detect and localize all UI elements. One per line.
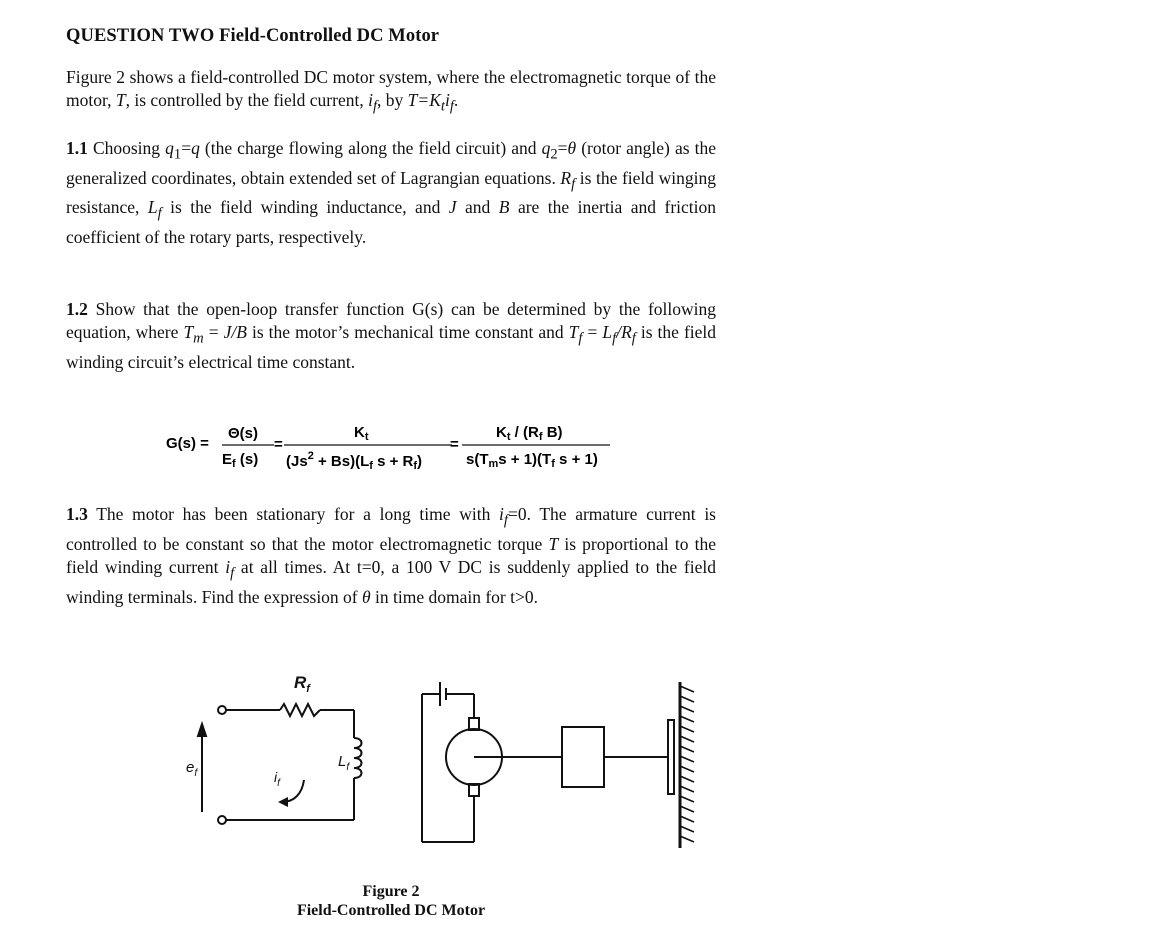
var-J-over-B: J/B xyxy=(223,322,247,343)
inertia-load xyxy=(562,727,604,787)
transfer-function-equation xyxy=(166,418,726,480)
eq-frac1-num: Θ(s) xyxy=(228,425,258,442)
var-i: i xyxy=(499,504,504,524)
sub-f: f xyxy=(157,205,162,222)
var-i: i xyxy=(225,556,231,577)
sub-f: f xyxy=(372,98,378,115)
var-T: T xyxy=(568,322,579,343)
q-text: Choosing xyxy=(87,138,166,158)
sub-f: f xyxy=(612,330,617,347)
wall-hatching xyxy=(680,686,694,842)
motor-circuit-figure xyxy=(186,662,712,868)
var-theta: θ xyxy=(567,138,577,158)
var-T: T xyxy=(115,90,126,111)
friction-damper xyxy=(668,720,674,794)
q-text: in time domain for t>0. xyxy=(370,586,538,607)
q-text: and xyxy=(456,197,499,218)
terminal-bottom xyxy=(218,816,226,824)
sub-m: m xyxy=(193,330,204,347)
q-text: (rotor angle) as the generalized coordinates, obtain extended set of Lagrangian equations. xyxy=(66,138,716,188)
q-text: are the inertia and friction coefficient of the rotary parts, respectively. xyxy=(66,197,717,248)
var-T: T xyxy=(183,322,194,343)
q-text: is the motor’s mechanical time constant and xyxy=(246,322,569,343)
question-1-2 xyxy=(66,298,716,374)
var-T: T xyxy=(407,90,418,111)
q-text: = xyxy=(181,138,192,158)
var-J: J xyxy=(448,197,457,218)
var-R: R xyxy=(560,167,572,188)
var-theta: θ xyxy=(362,586,371,607)
sub-f: f xyxy=(503,512,508,529)
sub-f: f xyxy=(578,330,583,347)
sub-f: f xyxy=(449,98,454,115)
q-text: is the field winging resistance, xyxy=(66,167,716,218)
q-text: at all times. At t=0, a 100 V DC is suddenly applied to the field winding terminals. Find the expression of xyxy=(66,556,716,607)
intro-text: Figure 2 shows a field-controlled DC motor system, where the electromagnetic torque of the motor, xyxy=(66,67,716,111)
eq-frac3-den: $s(T_ms + 1)(T_f$ s + 1) xyxy=(466,451,598,470)
question-heading: QUESTION TWO Field-Controlled DC Motor xyxy=(66,26,440,46)
label-lf: $L_f$ xyxy=(338,753,350,773)
eq-frac3-num: $K_t / (R_f$ B) xyxy=(496,424,563,443)
q-text: is the field winding inductance, and xyxy=(161,197,449,218)
q-text: = xyxy=(582,322,603,343)
intro-paragraph xyxy=(66,66,716,119)
eq-equals: = xyxy=(274,436,283,453)
intro-text: , is controlled by the field current, xyxy=(125,90,369,111)
sub-2: 2 xyxy=(550,146,558,163)
q-text: = xyxy=(203,322,224,343)
var-T: T xyxy=(548,533,559,554)
label-ef: $e_f$ xyxy=(186,759,198,779)
intro-text: . xyxy=(453,90,459,111)
q-text: (the charge flowing along the field circuit) and xyxy=(199,138,542,158)
var-K: =K xyxy=(417,90,441,111)
var-i: i xyxy=(444,90,450,111)
eq-frac2-den: $(Js^2 + Bs)(L_f$ $s + R_f$) xyxy=(286,450,423,472)
var-L: L xyxy=(602,322,613,343)
sub-f: f xyxy=(230,565,235,582)
var-B: B xyxy=(498,197,510,218)
arrow-head xyxy=(198,724,206,736)
sub-f: f xyxy=(631,330,636,347)
sub-1: 1 xyxy=(173,146,182,163)
q-text: =0. The armature current is controlled to be constant so that the motor electromagnetic torque xyxy=(66,504,716,554)
question-number: 1.3 xyxy=(66,504,88,524)
sub-t: t xyxy=(440,98,445,115)
var-q: q xyxy=(541,138,551,158)
question-number: 1.2 xyxy=(66,299,88,319)
question-number: 1.1 xyxy=(66,138,88,158)
figure-caption-title: Field-Controlled DC Motor xyxy=(296,902,486,919)
var-q: q xyxy=(165,138,174,158)
arrow-head xyxy=(278,797,288,807)
intro-text: , by xyxy=(377,90,408,111)
eq-equals: = xyxy=(450,436,459,453)
var-i: i xyxy=(368,90,373,111)
eq-lhs: G(s) = xyxy=(166,435,209,452)
question-1-3 xyxy=(66,503,716,609)
var-L: L xyxy=(147,197,158,218)
q-text: = xyxy=(557,138,568,158)
var-R: R xyxy=(621,322,632,343)
eq-frac1-den: $E_f$ (s) xyxy=(222,451,259,470)
question-1-1 xyxy=(66,137,716,249)
figure-caption-number: Figure 2 xyxy=(362,883,420,900)
q-text: is the field winding circuit’s electrical time constant. xyxy=(66,322,717,372)
label-rf: $R_f$ xyxy=(294,673,310,695)
var-q: q xyxy=(191,138,200,158)
inductor-lf xyxy=(354,738,362,778)
label-if: $i_f$ xyxy=(274,769,280,789)
q-text: The motor has been stationary for a long time with xyxy=(87,504,500,524)
resistor-rf xyxy=(280,704,320,716)
q-text: is proportional to the field winding current xyxy=(66,533,716,577)
slash: / xyxy=(616,322,622,343)
q-text: Show that the open-loop transfer function G(s) can be determined by the following equation, where xyxy=(66,299,716,343)
eq-frac2-num: $K_t$ xyxy=(354,424,369,443)
terminal-top xyxy=(218,706,226,714)
sub-f: f xyxy=(571,176,576,193)
